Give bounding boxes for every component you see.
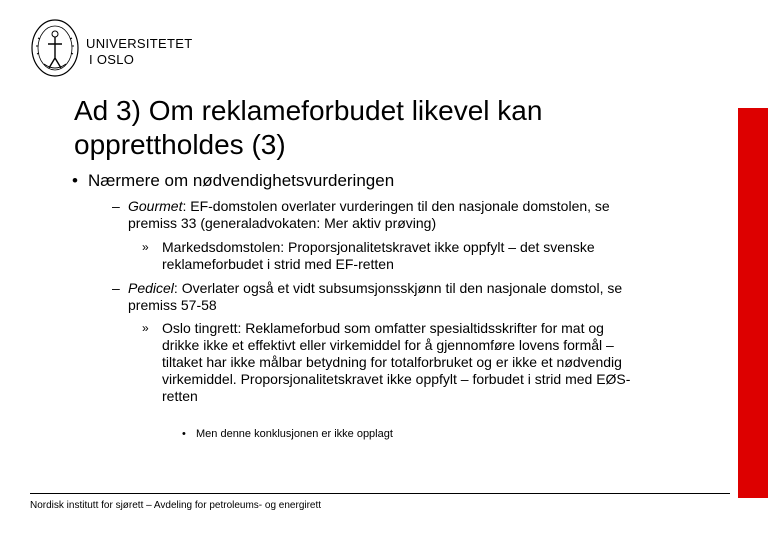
item-text-gourmet: : EF-domstolen overlater vurderingen til den nasjonale domstolen, se premiss 33 (generaladvokaten: Mer aktiv prøving) [128, 198, 610, 231]
bullet-main [72, 170, 395, 192]
slide-title-line1: Ad 3) Om reklameforbudet likevel kan [74, 95, 543, 126]
slide-title [74, 94, 714, 162]
sub-item-text-oslo-tingrett: Oslo tingrett: Reklameforbud som omfatter spesialtidsskrifter for mat og drikke ikke et effektivt eller virkemiddel for å gjennomføre lovens formål – tiltaket har ikke målbar betydning for totalforbruket og er ikke et nødvendig virkemiddel. Proporsjonalitetskravet ikke oppfylt – forbudet i strid med EØS-retten [162, 320, 631, 404]
item-text-pedicel: : Overlater også et vidt subsumsjonsskjønn til den nasjonale domstol, se premiss 57-58 [128, 280, 623, 313]
slide-title-line2: opprettholdes (3) [74, 129, 286, 160]
footer-divider [30, 493, 730, 494]
bullet-marker: • [72, 171, 78, 190]
bullet-marker: • [182, 428, 186, 440]
sub-sub-item-text: Men denne konklusjonen er ikke opplagt [196, 428, 393, 440]
sub-marker: » [142, 321, 149, 335]
sub-item-markedsdomstolen [142, 239, 632, 273]
list-item-gourmet [112, 198, 648, 232]
case-name-pedicel: Pedicel [128, 280, 174, 296]
university-name-line1: UNIVERSITETET [86, 36, 193, 51]
sub-item-text-markedsdomstolen: Markedsdomstolen: Proporsjonalitetskravet ikke oppfylt – det svenske reklameforbudet i strid med EF-retten [162, 239, 595, 272]
sub-sub-item-conclusion [182, 427, 393, 441]
footer-text: Nordisk institutt for sjørett – Avdeling for petroleums- og energirett [30, 500, 322, 511]
list-item-pedicel [112, 280, 648, 314]
accent-bar [738, 108, 768, 498]
sub-item-oslo-tingrett [142, 320, 632, 405]
university-name-line2: I OSLO [89, 52, 135, 67]
case-name-gourmet: Gourmet [128, 198, 183, 214]
sub-marker: » [142, 240, 149, 254]
dash-marker: – [112, 280, 120, 296]
dash-marker: – [112, 198, 120, 214]
bullet-main-text: Nærmere om nødvendighetsvurderingen [88, 171, 395, 190]
university-name [86, 36, 192, 68]
university-seal-logo [30, 18, 80, 82]
